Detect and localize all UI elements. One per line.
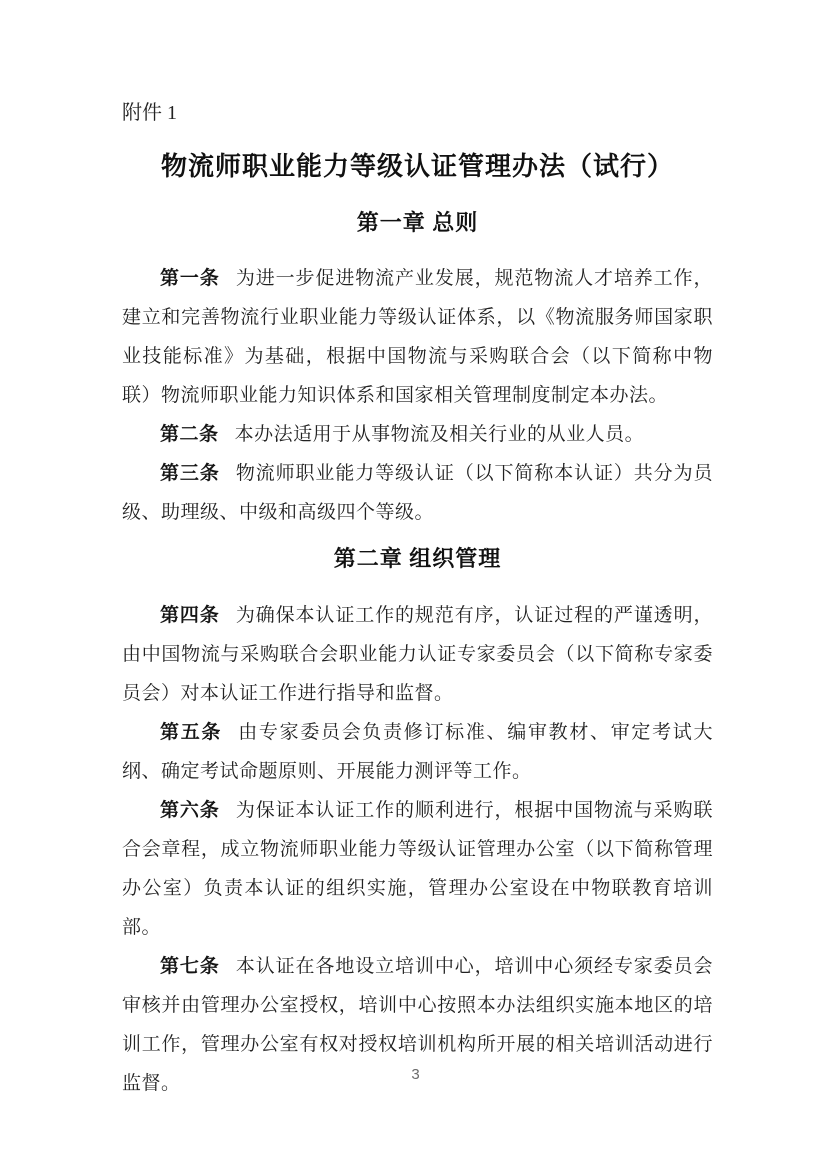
article-3-text: 物流师职业能力等级认证（以下简称本认证）共分为员级、助理级、中级和高级四个等级。	[122, 463, 713, 523]
article-2-label: 第二条	[160, 424, 219, 445]
article-6-label: 第六条	[160, 800, 220, 821]
page-number: 3	[411, 1066, 420, 1083]
article-7-text: 本认证在各地设立培训中心，培训中心须经专家委员会审核并由管理办公室授权，培训中心按照本办法组织实施本地区的培训工作，管理办公室有权对授权培训机构所开展的相关培训活动进行监督。	[122, 956, 713, 1094]
chapter-1-articles	[122, 259, 713, 532]
chapter-2-articles	[122, 596, 713, 1103]
chapter-2-heading: 第二章 组织管理	[333, 546, 502, 571]
article-6-text: 为保证本认证工作的顺利进行，根据中国物流与采购联合会章程，成立物流师职业能力等级认证管理办公室（以下简称管理办公室）负责本认证的组织实施，管理办公室设在中物联教育培训部。	[122, 800, 713, 938]
attachment-label: 附件 1	[122, 102, 177, 124]
article-1-text: 为进一步促进物流产业发展，规范物流人才培养工作，建立和完善物流行业职业能力等级认证体系，以《物流服务师国家职业技能标准》为基础，根据中国物流与采购联合会（以下简称中物联）物流师职业能力知识体系和国家相关管理制度制定本办法。	[122, 268, 713, 406]
article-1	[122, 259, 713, 415]
article-3	[122, 454, 713, 532]
article-3-label: 第三条	[160, 463, 220, 484]
article-4	[122, 596, 713, 713]
article-5-text: 由专家委员会负责修订标准、编审教材、审定考试大纲、确定考试命题原则、开展能力测评等工作。	[122, 722, 713, 782]
article-4-text: 为确保本认证工作的规范有序，认证过程的严谨透明，由中国物流与采购联合会职业能力认证专家委员会（以下简称专家委员会）对本认证工作进行指导和监督。	[122, 605, 713, 704]
chapter-1-heading: 第一章 总则	[356, 210, 479, 235]
article-1-label: 第一条	[160, 268, 220, 289]
article-2-text: 本办法适用于从事物流及相关行业的从业人员。	[234, 424, 645, 445]
article-4-label: 第四条	[160, 605, 220, 626]
document-title: 物流师职业能力等级认证管理办法（试行）	[160, 152, 674, 181]
article-7-label: 第七条	[160, 956, 220, 977]
article-5	[122, 713, 713, 791]
article-2	[122, 415, 713, 454]
article-5-label: 第五条	[160, 722, 223, 743]
article-6	[122, 791, 713, 947]
